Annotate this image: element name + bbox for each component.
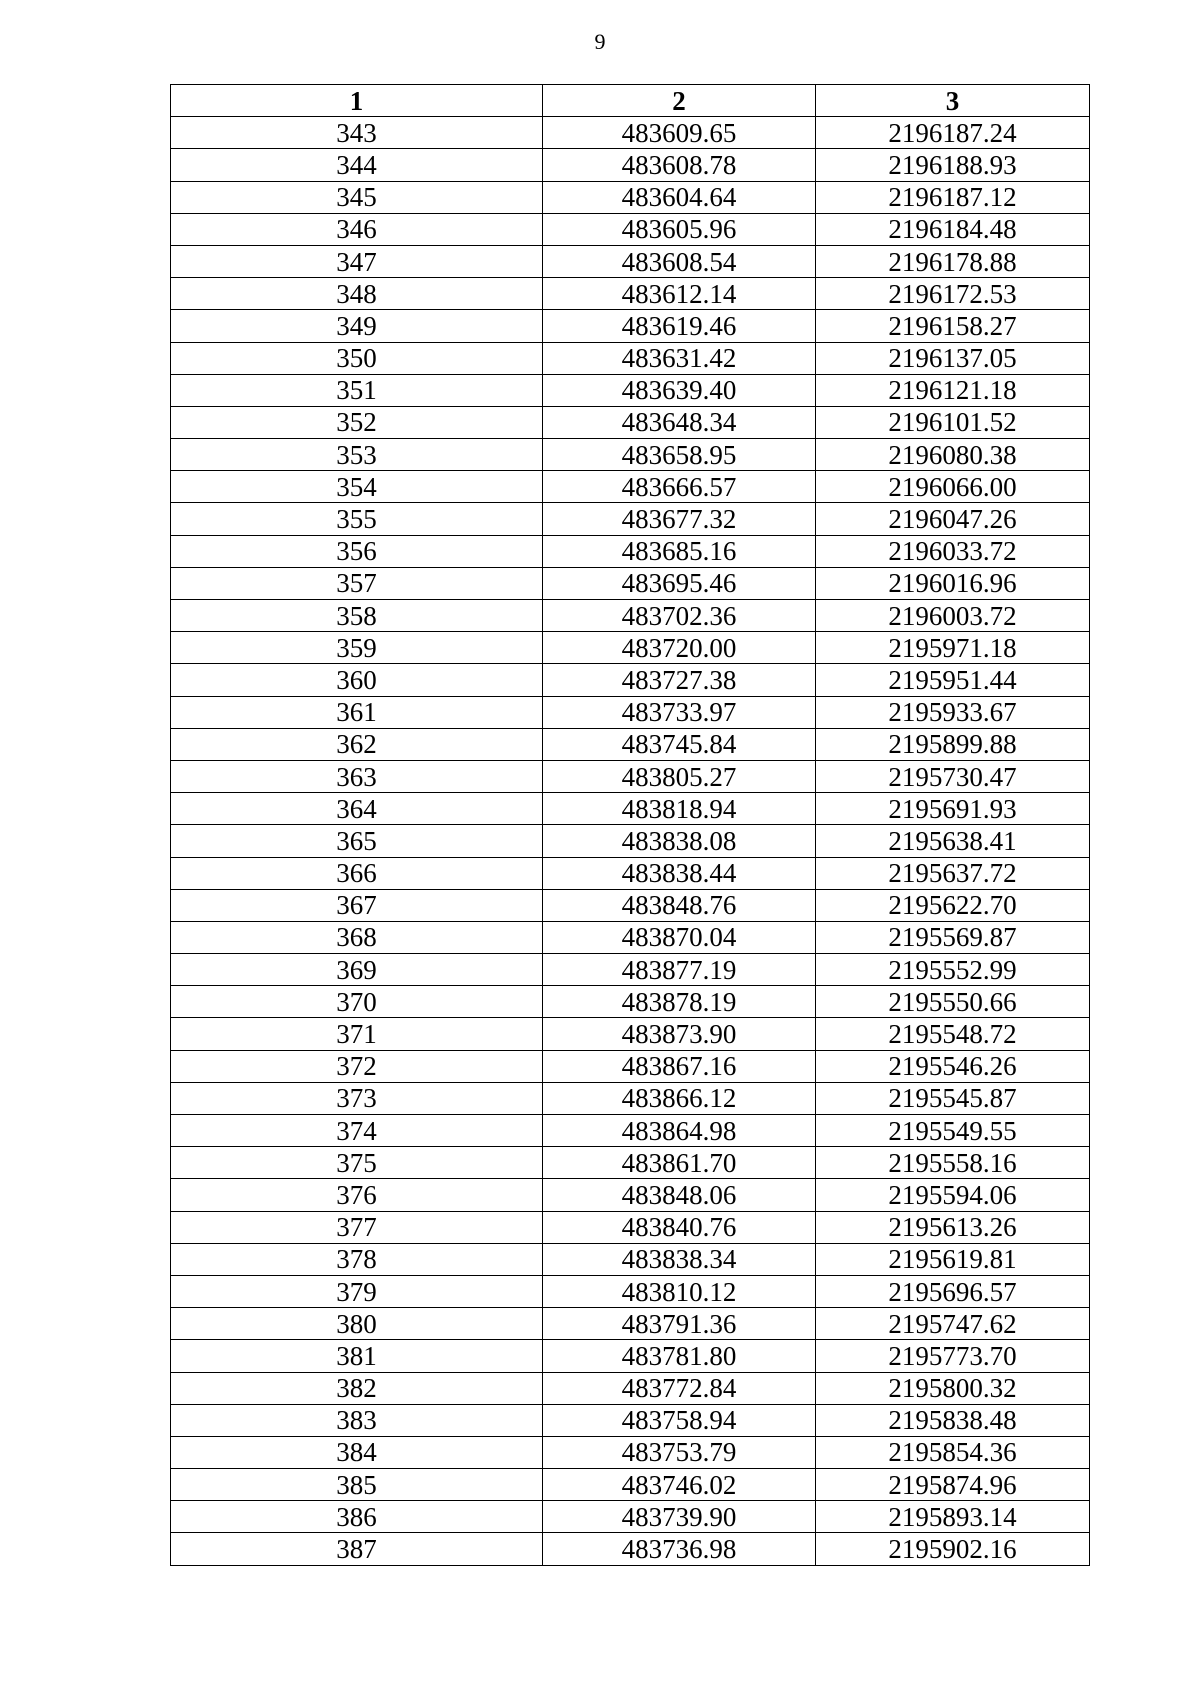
x-coordinate-cell: 483702.36	[543, 600, 816, 632]
table-row	[171, 986, 1090, 1018]
x-coordinate-cell: 483753.79	[543, 1436, 816, 1468]
x-coordinate-cell: 483727.38	[543, 664, 816, 696]
x-coordinate-cell: 483608.78	[543, 149, 816, 181]
x-coordinate-cell: 483605.96	[543, 213, 816, 245]
point-number-cell: 355	[171, 503, 543, 535]
y-coordinate-cell: 2195800.32	[816, 1372, 1090, 1404]
point-number-cell: 369	[171, 954, 543, 986]
x-coordinate-cell: 483695.46	[543, 567, 816, 599]
y-coordinate-cell: 2195854.36	[816, 1436, 1090, 1468]
x-coordinate-cell: 483878.19	[543, 986, 816, 1018]
y-coordinate-cell: 2195637.72	[816, 857, 1090, 889]
table-row	[171, 1372, 1090, 1404]
x-coordinate-cell: 483739.90	[543, 1501, 816, 1533]
x-coordinate-cell: 483666.57	[543, 471, 816, 503]
y-coordinate-cell: 2196101.52	[816, 406, 1090, 438]
x-coordinate-cell: 483810.12	[543, 1275, 816, 1307]
table-row	[171, 503, 1090, 535]
point-number-cell: 344	[171, 149, 543, 181]
y-coordinate-cell: 2196080.38	[816, 439, 1090, 471]
y-coordinate-cell: 2196016.96	[816, 567, 1090, 599]
table-row	[171, 954, 1090, 986]
y-coordinate-cell: 2195730.47	[816, 760, 1090, 792]
x-coordinate-cell: 483861.70	[543, 1147, 816, 1179]
y-coordinate-cell: 2195550.66	[816, 986, 1090, 1018]
point-number-cell: 366	[171, 857, 543, 889]
x-coordinate-cell: 483870.04	[543, 921, 816, 953]
y-coordinate-cell: 2195893.14	[816, 1501, 1090, 1533]
y-coordinate-cell: 2195638.41	[816, 825, 1090, 857]
point-number-cell: 343	[171, 117, 543, 149]
x-coordinate-cell: 483639.40	[543, 374, 816, 406]
x-coordinate-cell: 483840.76	[543, 1211, 816, 1243]
point-number-cell: 365	[171, 825, 543, 857]
y-coordinate-cell: 2196178.88	[816, 245, 1090, 277]
x-coordinate-cell: 483733.97	[543, 696, 816, 728]
point-number-cell: 352	[171, 406, 543, 438]
y-coordinate-cell: 2196003.72	[816, 600, 1090, 632]
table-row	[171, 181, 1090, 213]
table-row	[171, 374, 1090, 406]
y-coordinate-cell: 2195874.96	[816, 1469, 1090, 1501]
point-number-cell: 358	[171, 600, 543, 632]
y-coordinate-cell: 2195971.18	[816, 632, 1090, 664]
x-coordinate-cell: 483685.16	[543, 535, 816, 567]
table-row	[171, 567, 1090, 599]
table-row	[171, 696, 1090, 728]
y-coordinate-cell: 2195545.87	[816, 1082, 1090, 1114]
table-row	[171, 471, 1090, 503]
coordinates-table	[170, 84, 1090, 1566]
table-row	[171, 889, 1090, 921]
y-coordinate-cell: 2195902.16	[816, 1533, 1090, 1565]
table-row	[171, 1275, 1090, 1307]
table-row	[171, 1308, 1090, 1340]
point-number-cell: 356	[171, 535, 543, 567]
point-number-cell: 372	[171, 1050, 543, 1082]
table-row	[171, 213, 1090, 245]
table-row	[171, 342, 1090, 374]
point-number-cell: 360	[171, 664, 543, 696]
y-coordinate-cell: 2195549.55	[816, 1115, 1090, 1147]
x-coordinate-cell: 483781.80	[543, 1340, 816, 1372]
y-coordinate-cell: 2195951.44	[816, 664, 1090, 696]
column-header-2: 2	[543, 85, 816, 117]
point-number-cell: 386	[171, 1501, 543, 1533]
x-coordinate-cell: 483866.12	[543, 1082, 816, 1114]
point-number-cell: 350	[171, 342, 543, 374]
point-number-cell: 368	[171, 921, 543, 953]
x-coordinate-cell: 483791.36	[543, 1308, 816, 1340]
table-row	[171, 439, 1090, 471]
table-row	[171, 857, 1090, 889]
x-coordinate-cell: 483805.27	[543, 760, 816, 792]
x-coordinate-cell: 483838.44	[543, 857, 816, 889]
x-coordinate-cell: 483758.94	[543, 1404, 816, 1436]
table-row	[171, 632, 1090, 664]
x-coordinate-cell: 483848.06	[543, 1179, 816, 1211]
point-number-cell: 375	[171, 1147, 543, 1179]
y-coordinate-cell: 2195594.06	[816, 1179, 1090, 1211]
x-coordinate-cell: 483609.65	[543, 117, 816, 149]
y-coordinate-cell: 2195899.88	[816, 728, 1090, 760]
x-coordinate-cell: 483612.14	[543, 278, 816, 310]
point-number-cell: 380	[171, 1308, 543, 1340]
point-number-cell: 348	[171, 278, 543, 310]
point-number-cell: 364	[171, 793, 543, 825]
y-coordinate-cell: 2196066.00	[816, 471, 1090, 503]
y-coordinate-cell: 2195622.70	[816, 889, 1090, 921]
point-number-cell: 383	[171, 1404, 543, 1436]
table-row	[171, 406, 1090, 438]
point-number-cell: 363	[171, 760, 543, 792]
y-coordinate-cell: 2196184.48	[816, 213, 1090, 245]
point-number-cell: 370	[171, 986, 543, 1018]
point-number-cell: 374	[171, 1115, 543, 1147]
table-row	[171, 728, 1090, 760]
x-coordinate-cell: 483720.00	[543, 632, 816, 664]
table-row	[171, 149, 1090, 181]
point-number-cell: 345	[171, 181, 543, 213]
point-number-cell: 373	[171, 1082, 543, 1114]
table-row	[171, 117, 1090, 149]
table-row	[171, 1082, 1090, 1114]
point-number-cell: 347	[171, 245, 543, 277]
point-number-cell: 349	[171, 310, 543, 342]
table-row	[171, 1340, 1090, 1372]
page-number: 9	[594, 29, 606, 54]
table-row	[171, 278, 1090, 310]
x-coordinate-cell: 483631.42	[543, 342, 816, 374]
table-row	[171, 1533, 1090, 1565]
x-coordinate-cell: 483658.95	[543, 439, 816, 471]
column-header-3: 3	[816, 85, 1090, 117]
y-coordinate-cell: 2196033.72	[816, 535, 1090, 567]
y-coordinate-cell: 2196047.26	[816, 503, 1090, 535]
table-row	[171, 664, 1090, 696]
y-coordinate-cell: 2195691.93	[816, 793, 1090, 825]
table-row	[171, 310, 1090, 342]
point-number-cell: 382	[171, 1372, 543, 1404]
x-coordinate-cell: 483745.84	[543, 728, 816, 760]
x-coordinate-cell: 483864.98	[543, 1115, 816, 1147]
y-coordinate-cell: 2195613.26	[816, 1211, 1090, 1243]
x-coordinate-cell: 483818.94	[543, 793, 816, 825]
y-coordinate-cell: 2196121.18	[816, 374, 1090, 406]
point-number-cell: 359	[171, 632, 543, 664]
table-row	[171, 600, 1090, 632]
table-row	[171, 1018, 1090, 1050]
y-coordinate-cell: 2196188.93	[816, 149, 1090, 181]
point-number-cell: 367	[171, 889, 543, 921]
point-number-cell: 351	[171, 374, 543, 406]
x-coordinate-cell: 483873.90	[543, 1018, 816, 1050]
table-row	[171, 1147, 1090, 1179]
x-coordinate-cell: 483608.54	[543, 245, 816, 277]
point-number-cell: 346	[171, 213, 543, 245]
table-row	[171, 1404, 1090, 1436]
table-row	[171, 1469, 1090, 1501]
y-coordinate-cell: 2195619.81	[816, 1243, 1090, 1275]
table-row	[171, 793, 1090, 825]
point-number-cell: 353	[171, 439, 543, 471]
table-row	[171, 1243, 1090, 1275]
point-number-cell: 378	[171, 1243, 543, 1275]
x-coordinate-cell: 483838.34	[543, 1243, 816, 1275]
table-row	[171, 1501, 1090, 1533]
point-number-cell: 371	[171, 1018, 543, 1050]
x-coordinate-cell: 483648.34	[543, 406, 816, 438]
y-coordinate-cell: 2196187.12	[816, 181, 1090, 213]
y-coordinate-cell: 2196172.53	[816, 278, 1090, 310]
y-coordinate-cell: 2195558.16	[816, 1147, 1090, 1179]
point-number-cell: 381	[171, 1340, 543, 1372]
y-coordinate-cell: 2195933.67	[816, 696, 1090, 728]
y-coordinate-cell: 2195546.26	[816, 1050, 1090, 1082]
table-header-row	[171, 85, 1090, 117]
point-number-cell: 384	[171, 1436, 543, 1468]
x-coordinate-cell: 483619.46	[543, 310, 816, 342]
table-row	[171, 245, 1090, 277]
y-coordinate-cell: 2195548.72	[816, 1018, 1090, 1050]
table-row	[171, 1436, 1090, 1468]
y-coordinate-cell: 2195569.87	[816, 921, 1090, 953]
y-coordinate-cell: 2195552.99	[816, 954, 1090, 986]
point-number-cell: 354	[171, 471, 543, 503]
x-coordinate-cell: 483736.98	[543, 1533, 816, 1565]
y-coordinate-cell: 2195747.62	[816, 1308, 1090, 1340]
point-number-cell: 361	[171, 696, 543, 728]
point-number-cell: 379	[171, 1275, 543, 1307]
y-coordinate-cell: 2196137.05	[816, 342, 1090, 374]
x-coordinate-cell: 483772.84	[543, 1372, 816, 1404]
table-body	[171, 117, 1090, 1565]
x-coordinate-cell: 483877.19	[543, 954, 816, 986]
y-coordinate-cell: 2196158.27	[816, 310, 1090, 342]
x-coordinate-cell: 483604.64	[543, 181, 816, 213]
point-number-cell: 376	[171, 1179, 543, 1211]
table-row	[171, 921, 1090, 953]
point-number-cell: 377	[171, 1211, 543, 1243]
table-row	[171, 825, 1090, 857]
point-number-cell: 387	[171, 1533, 543, 1565]
column-header-1: 1	[171, 85, 543, 117]
y-coordinate-cell: 2195838.48	[816, 1404, 1090, 1436]
x-coordinate-cell: 483838.08	[543, 825, 816, 857]
point-number-cell: 357	[171, 567, 543, 599]
y-coordinate-cell: 2196187.24	[816, 117, 1090, 149]
table-row	[171, 1050, 1090, 1082]
point-number-cell: 362	[171, 728, 543, 760]
x-coordinate-cell: 483746.02	[543, 1469, 816, 1501]
table-row	[171, 1115, 1090, 1147]
x-coordinate-cell: 483848.76	[543, 889, 816, 921]
y-coordinate-cell: 2195696.57	[816, 1275, 1090, 1307]
x-coordinate-cell: 483677.32	[543, 503, 816, 535]
table-row	[171, 760, 1090, 792]
point-number-cell: 385	[171, 1469, 543, 1501]
x-coordinate-cell: 483867.16	[543, 1050, 816, 1082]
table-row	[171, 1211, 1090, 1243]
y-coordinate-cell: 2195773.70	[816, 1340, 1090, 1372]
table-row	[171, 535, 1090, 567]
table-row	[171, 1179, 1090, 1211]
